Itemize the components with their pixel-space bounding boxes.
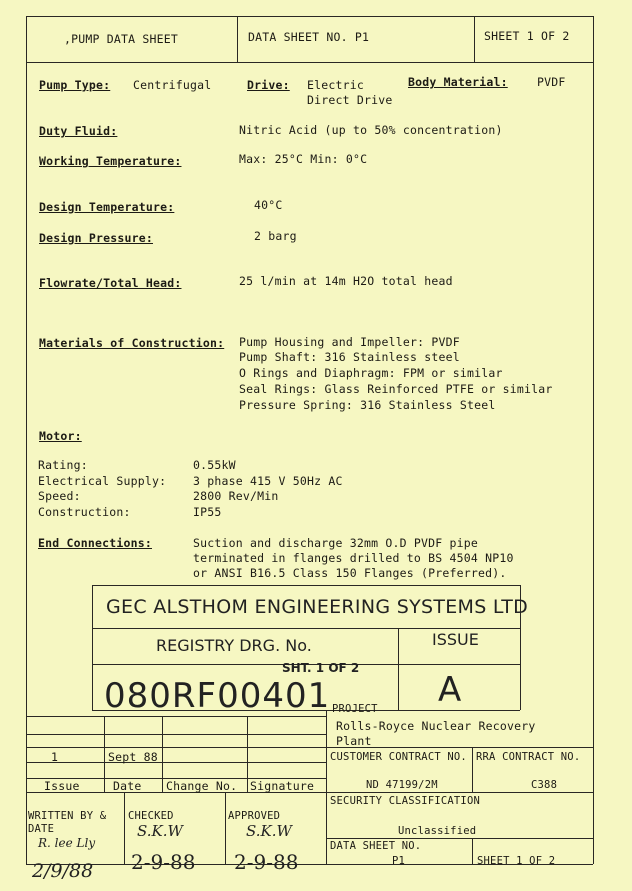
- checked-label: CHECKED: [128, 810, 174, 822]
- rev-header-signature: Signature: [250, 779, 315, 793]
- motor-row-label: Electrical Supply:: [38, 474, 167, 488]
- drive-label: Drive:: [247, 78, 290, 92]
- rra-contract-value: C388: [531, 779, 558, 791]
- materials-line: Pressure Spring: 316 Stainless Steel: [239, 398, 496, 412]
- design-temp-label: Design Temperature:: [39, 200, 175, 214]
- duty-fluid-value: Nitric Acid (up to 50% concentration): [239, 123, 503, 137]
- doc-title: ,PUMP DATA SHEET: [64, 32, 178, 46]
- rev-date: Sept 88: [108, 750, 158, 764]
- approved-signature: S.K.W: [246, 822, 292, 840]
- materials-line: Pump Housing and Impeller: PVDF: [239, 335, 460, 349]
- drive-value-2: Direct Drive: [307, 93, 393, 107]
- header-sheet: SHEET 1 OF 2: [484, 29, 570, 43]
- stamp-sheet-note: SHT. 1 OF 2: [282, 661, 360, 675]
- pump-type-value: Centrifugal: [133, 78, 212, 92]
- flowrate-label: Flowrate/Total Head:: [39, 276, 182, 290]
- rev-header-date: Date: [113, 779, 142, 793]
- stamp-issue-label: ISSUE: [432, 630, 479, 649]
- motor-row-value: 2800 Rev/Min: [193, 489, 279, 503]
- pump-type-label: Pump Type:: [39, 78, 111, 92]
- duty-fluid-label: Duty Fluid:: [39, 124, 118, 138]
- data-sheet-label: DATA SHEET NO.: [330, 840, 422, 852]
- motor-row-value: 3 phase 415 V 50Hz AC: [193, 474, 343, 488]
- written-signature: R. lee Lly: [38, 836, 96, 850]
- motor-row-value: IP55: [193, 505, 222, 519]
- header-data-sheet-no: DATA SHEET NO. P1: [248, 30, 370, 44]
- customer-contract-label: CUSTOMER CONTRACT NO.: [330, 751, 467, 763]
- project-value: Rolls-Royce Nuclear Recovery Plant: [336, 719, 536, 748]
- security-label: SECURITY CLASSIFICATION: [330, 795, 480, 807]
- data-sheet-value: P1: [392, 855, 406, 867]
- materials-label: Materials of Construction:: [39, 336, 225, 350]
- motor-label: Motor:: [39, 429, 82, 443]
- motor-row-label: Rating:: [38, 458, 88, 472]
- materials-line: Pump Shaft: 316 Stainless steel: [239, 350, 460, 364]
- rra-contract-label: RRA CONTRACT NO.: [476, 751, 581, 763]
- design-temp-value: 40°C: [254, 198, 283, 212]
- drive-value-1: Electric: [307, 78, 364, 92]
- stamp-issue-value: A: [438, 670, 462, 710]
- motor-row-value: 0.55kW: [193, 458, 236, 472]
- body-material-label: Body Material:: [408, 75, 508, 89]
- flowrate-value: 25 l/min at 14m H2O total head: [239, 274, 453, 288]
- motor-row-label: Construction:: [38, 505, 131, 519]
- rev-issue: 1: [51, 750, 59, 764]
- end-connections-label: End Connections:: [38, 536, 152, 550]
- stamp-registry-label: REGISTRY DRG. No.: [156, 636, 312, 655]
- end-connections-line: or ANSI B16.5 Class 150 Flanges (Preferred).: [193, 566, 507, 580]
- written-date: 2/9/88: [32, 860, 94, 882]
- stamp-drawing-no: 080RF00401: [104, 676, 331, 716]
- design-pressure-label: Design Pressure:: [39, 231, 153, 245]
- written-label: WRITTEN BY & DATE: [28, 810, 107, 835]
- design-pressure-value: 2 barg: [254, 229, 297, 243]
- motor-row-label: Speed:: [38, 489, 81, 503]
- body-material-value: PVDF: [537, 75, 566, 89]
- end-connections-line: Suction and discharge 32mm O.D PVDF pipe: [193, 536, 478, 550]
- materials-line: O Rings and Diaphragm: FPM or similar: [239, 366, 503, 380]
- materials-line: Seal Rings: Glass Reinforced PTFE or similar: [239, 382, 553, 396]
- working-temp-label: Working Temperature:: [39, 154, 182, 168]
- customer-contract-value: ND 47199/2M: [366, 779, 438, 791]
- rev-header-issue: Issue: [44, 779, 80, 793]
- project-label: PROJECT: [332, 703, 378, 715]
- end-connections-line: terminated in flanges drilled to BS 4504 NP10: [193, 551, 514, 565]
- sheet-value: SHEET 1 OF 2: [477, 855, 556, 867]
- checked-signature: S.K.W: [137, 822, 183, 840]
- security-value: Unclassified: [398, 825, 477, 837]
- approved-date: 2-9-88: [234, 850, 299, 874]
- working-temp-value: Max: 25°C Min: 0°C: [239, 152, 368, 166]
- checked-date: 2-9-88: [131, 850, 196, 874]
- rev-header-change: Change No.: [166, 779, 238, 793]
- approved-label: APPROVED: [228, 810, 281, 822]
- stamp-company: GEC ALSTHOM ENGINEERING SYSTEMS LTD: [106, 596, 529, 618]
